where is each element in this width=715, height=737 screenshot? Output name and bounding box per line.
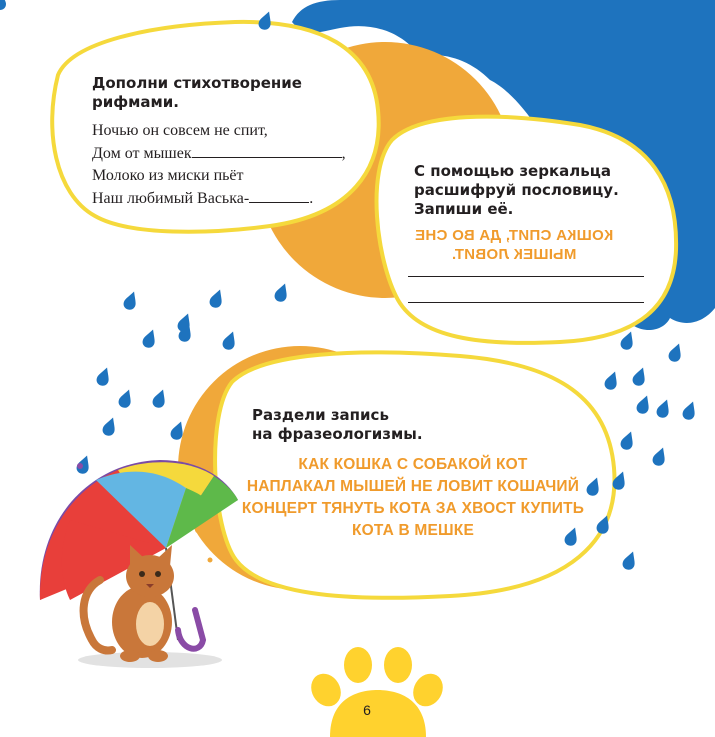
phrase-line4: КОТА В МЕШКЕ (351, 522, 475, 539)
page-number: 6 (363, 702, 371, 718)
poem-line2-end: , (341, 144, 346, 162)
task2-title (414, 162, 619, 219)
task3-title-line2: на фразеологизмы. (252, 425, 423, 443)
task2-title-line2: расшифруй пословицу. (414, 181, 619, 199)
poem-line4-end: . (309, 189, 314, 207)
poem-line2 (92, 143, 346, 166)
phraseology-text (228, 454, 598, 542)
answer-line-1[interactable] (408, 276, 644, 277)
task1-title-line2: рифмами. (92, 93, 179, 111)
task1-title (92, 74, 302, 112)
poem-line2-text: Дом от мышек (92, 144, 192, 162)
task2-title-line1: С помощью зеркальца (414, 162, 611, 180)
task2-title-line3: Запиши её. (414, 200, 514, 218)
poem-line1: Ночью он совсем не спит, (92, 122, 268, 139)
poem-line3: Молоко из миски пьёт (92, 167, 244, 184)
task3-title (252, 406, 423, 444)
poem-line4-text: Наш любимый Васька- (92, 189, 250, 207)
paw-print-icon (305, 647, 448, 737)
phrase-line2: НАПЛАКАЛ МЫШЕЙ НЕ ЛОВИТ КОШАЧИЙ (246, 478, 580, 495)
task3-title-line1: Раздели запись (252, 406, 389, 424)
answer-blank-1[interactable] (192, 144, 342, 158)
raindrop-icon (0, 0, 6, 10)
task1-title-line1: Дополни стихотворение (92, 74, 302, 92)
poem-line4 (92, 188, 346, 211)
mirrored-proverb (400, 226, 628, 264)
phrase-line3: КОНЦЕРТ ТЯНУТЬ КОТА ЗА ХВОСТ КУПИТЬ (241, 500, 585, 517)
answer-blank-2[interactable] (249, 189, 309, 203)
mirrored-line2: МЫШЕК ЛОВИТ. (451, 246, 577, 263)
phrase-line1: КАК КОШКА С СОБАКОЙ КОТ (298, 456, 528, 473)
poem (92, 120, 346, 210)
answer-line-2[interactable] (408, 302, 644, 303)
mirrored-line1: КОШКА СПИТ, ДА ВО СНЕ (414, 227, 614, 244)
